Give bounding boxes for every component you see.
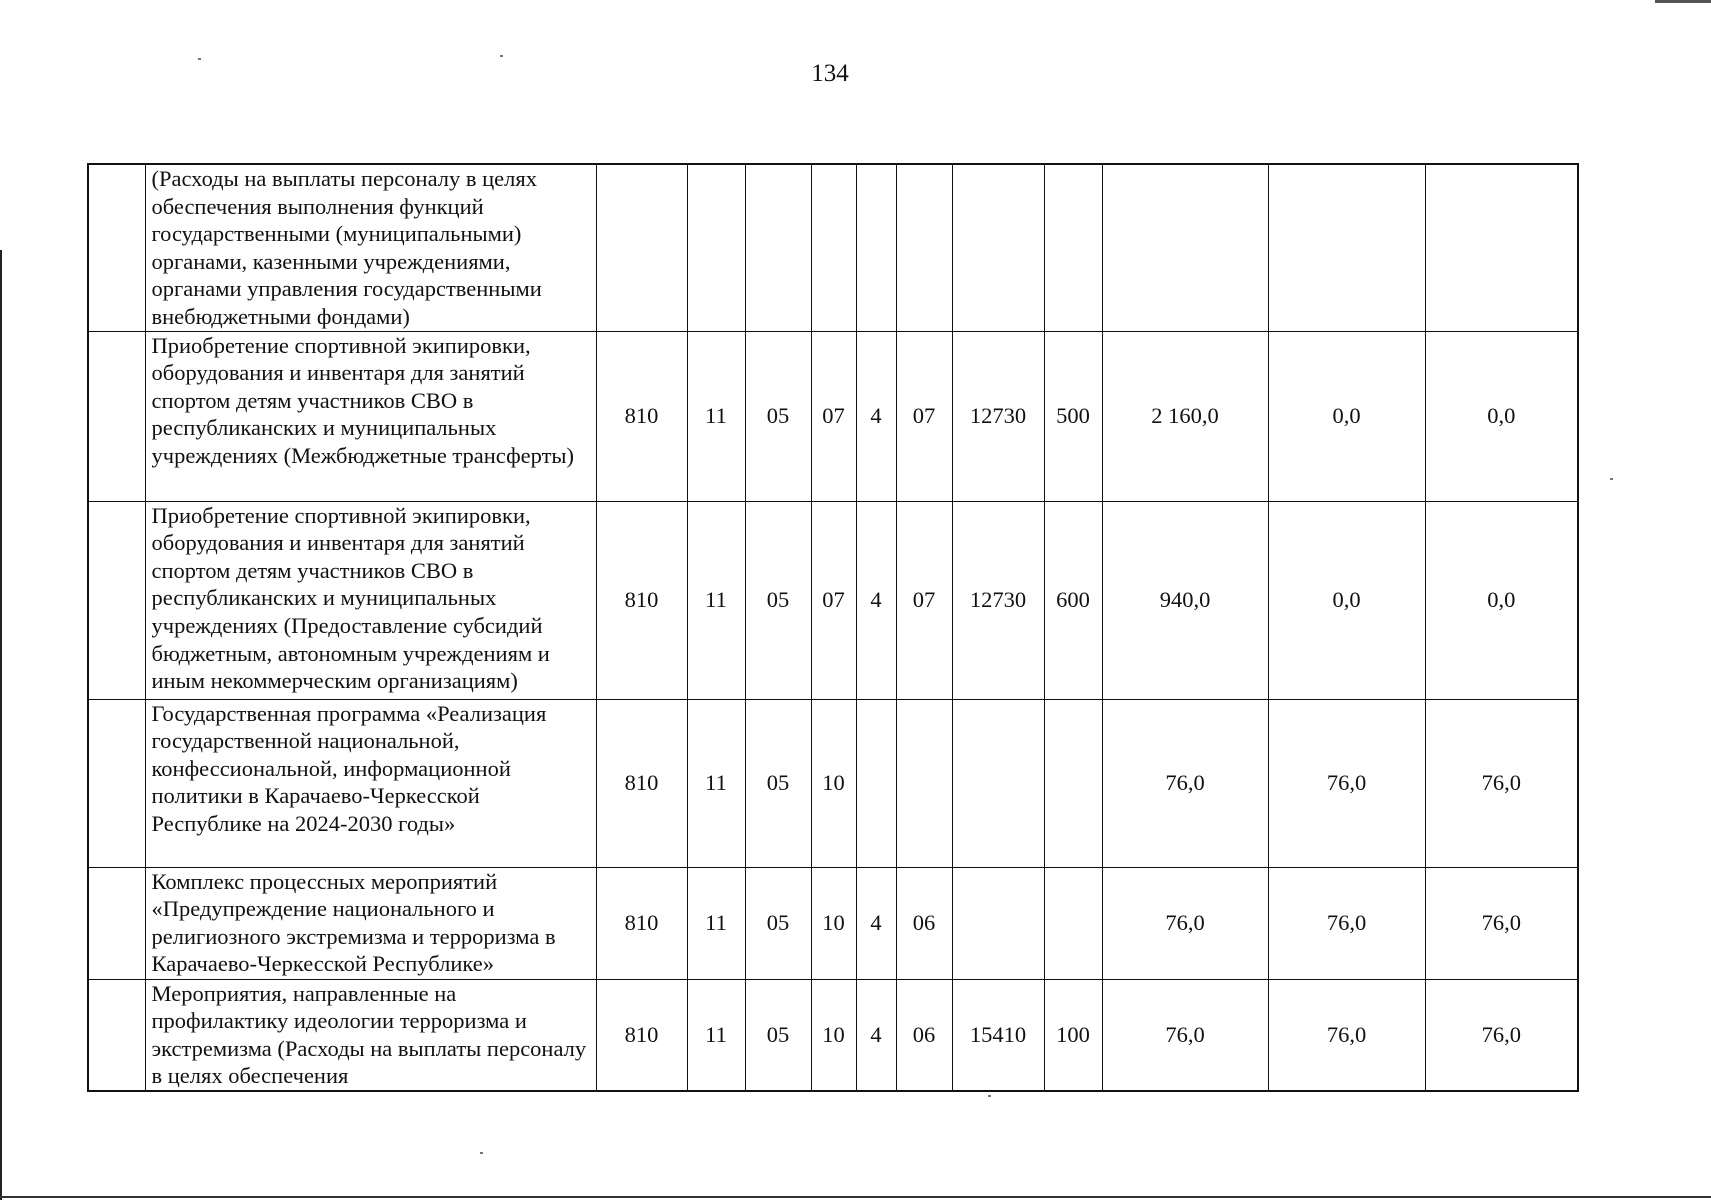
amount-cell: 0,0 [1268,501,1425,699]
amount-cell: 76,0 [1425,699,1578,867]
code-cell: 07 [896,501,952,699]
code-cell: 07 [896,331,952,501]
code-cell [811,164,856,331]
code-cell [952,164,1044,331]
amount-cell: 76,0 [1102,867,1268,979]
code-cell: 11 [687,867,745,979]
code-cell [856,699,896,867]
code-cell: 4 [856,979,896,1091]
code-cell: 500 [1044,331,1102,501]
amount-cell: 0,0 [1425,501,1578,699]
code-cell [596,164,687,331]
code-cell: 100 [1044,979,1102,1091]
description-cell: (Расходы на выплаты персоналу в целях обеспечения выполнения функций государственными (муниципальными) органами, казенными учреждениями, органами управления государственными внебюджетными фондами) [145,164,596,331]
amount-cell: 2 160,0 [1102,331,1268,501]
scan-speck [988,1095,991,1097]
scan-speck [1610,478,1613,480]
code-cell: 11 [687,331,745,501]
amount-cell: 0,0 [1268,331,1425,501]
code-cell: 4 [856,331,896,501]
code-cell: 15410 [952,979,1044,1091]
row-number-cell [88,979,145,1091]
amount-cell: 76,0 [1268,699,1425,867]
amount-cell: 76,0 [1268,979,1425,1091]
code-cell: 06 [896,867,952,979]
code-cell: 810 [596,501,687,699]
table-row [88,867,1578,979]
code-cell [896,164,952,331]
code-cell: 4 [856,501,896,699]
row-number-cell [88,699,145,867]
scan-edge-bottom [0,1196,1711,1198]
code-cell [952,699,1044,867]
amount-cell [1268,164,1425,331]
scan-edge-left [0,250,2,1200]
code-cell [1044,867,1102,979]
amount-cell [1102,164,1268,331]
code-cell: 11 [687,979,745,1091]
code-cell [1044,164,1102,331]
code-cell: 600 [1044,501,1102,699]
code-cell: 07 [811,331,856,501]
amount-cell: 76,0 [1102,979,1268,1091]
code-cell: 810 [596,867,687,979]
amount-cell [1425,164,1578,331]
amount-cell: 76,0 [1425,867,1578,979]
table-row [88,164,1578,331]
budget-table [87,163,1579,1092]
code-cell: 10 [811,867,856,979]
code-cell [952,867,1044,979]
row-number-cell [88,501,145,699]
code-cell: 11 [687,501,745,699]
scan-edge-top-right [1655,0,1711,3]
code-cell: 11 [687,699,745,867]
description-cell: Мероприятия, направленные на профилактику идеологии терроризма и экстремизма (Расходы на выплаты персоналу в целях обеспечения [145,979,596,1091]
code-cell: 12730 [952,331,1044,501]
code-cell: 10 [811,699,856,867]
code-cell: 810 [596,699,687,867]
amount-cell: 76,0 [1268,867,1425,979]
description-cell: Государственная программа «Реализация государственной национальной, конфессиональной, информационной политики в Карачаево-Черкесской Республике на 2024-2030 годы» [145,699,596,867]
code-cell [1044,699,1102,867]
table-row [88,331,1578,501]
code-cell: 12730 [952,501,1044,699]
row-number-cell [88,867,145,979]
code-cell [856,164,896,331]
code-cell: 06 [896,979,952,1091]
amount-cell: 76,0 [1102,699,1268,867]
description-cell: Приобретение спортивной экипировки, оборудования и инвентаря для занятий спортом детям участников СВО в республиканских и муниципальных учреждениях (Межбюджетные трансферты) [145,331,596,501]
description-cell: Комплекс процессных мероприятий «Предупреждение национального и религиозного экстремизма и терроризма в Карачаево-Черкесской Республике» [145,867,596,979]
code-cell: 05 [745,979,811,1091]
code-cell: 05 [745,501,811,699]
scan-speck [500,55,503,57]
amount-cell: 76,0 [1425,979,1578,1091]
code-cell: 05 [745,867,811,979]
table-row [88,699,1578,867]
code-cell: 10 [811,979,856,1091]
row-number-cell [88,164,145,331]
code-cell [896,699,952,867]
code-cell: 05 [745,699,811,867]
table-row [88,979,1578,1091]
table-row [88,501,1578,699]
amount-cell: 940,0 [1102,501,1268,699]
code-cell: 810 [596,331,687,501]
code-cell: 4 [856,867,896,979]
code-cell: 07 [811,501,856,699]
amount-cell: 0,0 [1425,331,1578,501]
row-number-cell [88,331,145,501]
page-number: 134 [811,60,849,87]
code-cell: 810 [596,979,687,1091]
code-cell [687,164,745,331]
code-cell: 05 [745,331,811,501]
scan-speck [480,1152,483,1154]
code-cell [745,164,811,331]
description-cell: Приобретение спортивной экипировки, оборудования и инвентаря для занятий спортом детям участников СВО в республиканских и муниципальных учреждениях (Предоставление субсидий бюджетным, автономным учреждениям и иным некоммерческим организациям) [145,501,596,699]
